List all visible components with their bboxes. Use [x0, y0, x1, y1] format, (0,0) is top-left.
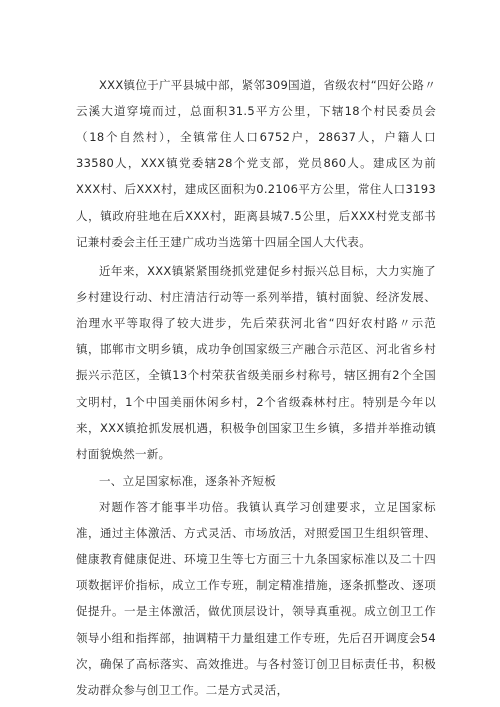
paragraph-town-overview: XXX镇位于广平县城中部，紧邻309国道，省级农村“四好公路〃云溪大道穿境而过，总面积31.5平方公里，下辖18个村民委员会（18个自然村），全镇常住人口6752户，28637人，户籍人口33580人，XXX镇党委辖28个党支部，党员860人。建成区为前XXX村、后XXX村，建成区面积为0.2106平方公里，常住人口3193人，镇政府驻地在后XXX村，距离县城7.5公里，后XXX村党支部书记兼村委会主任王建广成功当选第十四届全国人大代表。: [76, 77, 436, 249]
paragraph-recent-achievements: 近年来，XXX镇紧紧围绕抓党建促乡村振兴总目标，大力实施了乡村建设行动、村庄清洁行动等一系列举措，镇村面貌、经济发展、治理水平等取得了较大进步，先后荣获河北省“四好农村路〃示范镇，邯郸市文明乡镇，成功争创国家级三产融合示范区、河北省乡村振兴示范区，全镇13个村荣获省级美丽乡村称号，辖区拥有2个全国文明村，1个中国美丽休闲乡村，2个省级森林村庄。特别是今年以来，XXX镇抢抓发展机遇，积极争创国家卫生乡镇，多措并举推动镇村面貌焕然一新。: [76, 263, 436, 461]
paragraph-national-standards: 对题作答才能事半功倍。我镇认真学习创建要求，立足国家标准，通过主体激活、方式灵活、市场放活，对照爱国卫生组织管理、健康教育健康促进、环境卫生等七方面三十九条国家标准以及二十四项数据评价指标，成立工作专班，制定精准措施，逐条抓整改、逐项促提升。一是主体激活，做优顶层设计，领导真重视。成立创卫工作领导小组和指挥部，抽调精干力量组建工作专班，先后召开调度会54次，确保了高标落实、高效推进。与各村签订创卫目标责任书，积极发动群众参与创卫工作。二是方式灵活，: [76, 499, 436, 697]
section-heading: 一、立足国家标准，逐条补齐短板: [99, 473, 276, 488]
